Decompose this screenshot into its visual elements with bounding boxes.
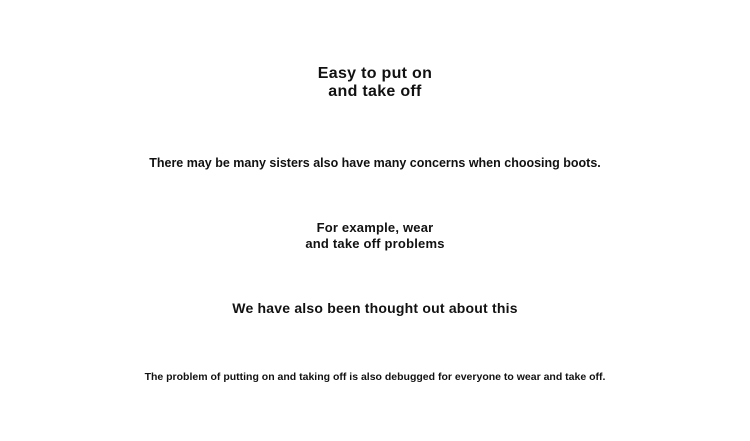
debugged-text: The problem of putting on and taking off is also debugged for everyone to wear and take off. <box>144 371 606 383</box>
title-line-1: Easy to put on <box>317 65 433 82</box>
page-title <box>0 65 750 101</box>
concerns-text: There may be many sisters also have many concerns when choosing boots. <box>149 156 601 170</box>
example-line-2: and take off problems <box>305 236 445 251</box>
example-text <box>0 220 750 252</box>
example-line-1: For example, wear <box>316 220 434 235</box>
thought-text: We have also been thought out about this <box>232 300 518 316</box>
title-line-2: and take off <box>328 83 422 100</box>
